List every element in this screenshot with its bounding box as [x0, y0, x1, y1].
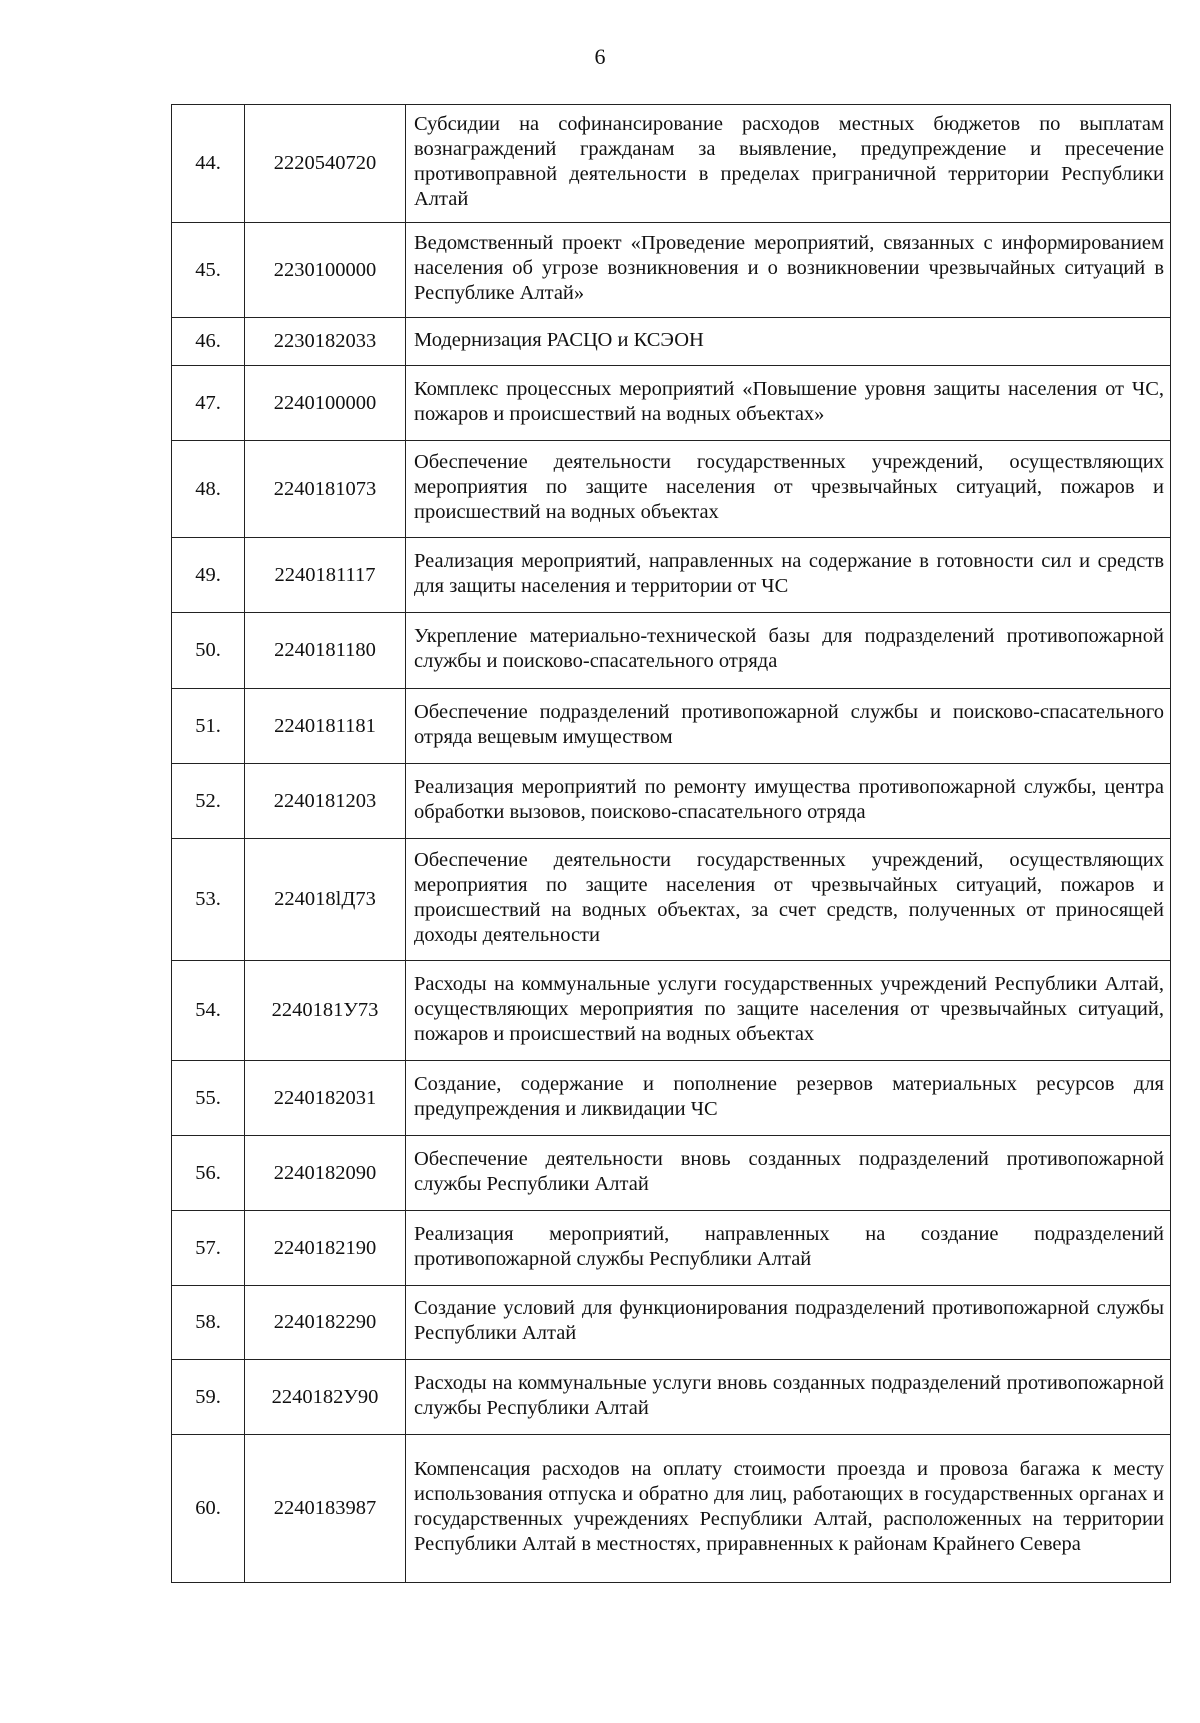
row-number: 45.: [172, 223, 245, 318]
row-description: Субсидии на софинансирование расходов местных бюджетов по выплатам вознаграждений гражданам за выявление, предупреждение и пресечение противоправной деятельности в пределах приграничной территории Республики Алтай: [406, 105, 1171, 223]
row-description: Ведомственный проект «Проведение мероприятий, связанных с информированием населения об угрозе возникновения и о возникновении чрезвычайных ситуаций в Республике Алтай»: [406, 223, 1171, 318]
row-number: 56.: [172, 1136, 245, 1211]
row-description: Создание условий для функционирования подразделений противопожарной службы Республики Алтай: [406, 1286, 1171, 1360]
row-number: 59.: [172, 1360, 245, 1435]
row-description: Обеспечение деятельности вновь созданных подразделений противопожарной службы Республики Алтай: [406, 1136, 1171, 1211]
row-number: 48.: [172, 441, 245, 538]
row-number: 60.: [172, 1435, 245, 1583]
row-description: Модернизация РАСЦО и КСЭОН: [406, 318, 1171, 366]
row-code: 2240181073: [245, 441, 406, 538]
row-number: 57.: [172, 1211, 245, 1286]
row-code: 2230100000: [245, 223, 406, 318]
row-description: Обеспечение деятельности государственных учреждений, осуществляющих мероприятия по защите населения от чрезвычайных ситуаций, пожаров и происшествий на водных объектах: [406, 441, 1171, 538]
table-row: [172, 366, 1171, 441]
row-description: Укрепление материально-технической базы для подразделений противопожарной службы и поисково-спасательного отряда: [406, 613, 1171, 689]
row-number: 49.: [172, 538, 245, 613]
table-row: [172, 1061, 1171, 1136]
table-row: [172, 1286, 1171, 1360]
row-code: 2240181203: [245, 764, 406, 839]
row-description: Реализация мероприятий по ремонту имущества противопожарной службы, центра обработки вызовов, поисково-спасательного отряда: [406, 764, 1171, 839]
row-number: 51.: [172, 689, 245, 764]
row-code: 2240100000: [245, 366, 406, 441]
table-row: [172, 441, 1171, 538]
row-code: 2240182190: [245, 1211, 406, 1286]
row-description: Обеспечение деятельности государственных учреждений, осуществляющих мероприятия по защите населения от чрезвычайных ситуаций, пожаров и происшествий на водных объектах, за счет средств, полученных от приносящей доходы деятельности: [406, 839, 1171, 961]
table-row: [172, 839, 1171, 961]
row-number: 53.: [172, 839, 245, 961]
table-row: [172, 223, 1171, 318]
row-description: Компенсация расходов на оплату стоимости проезда и провоза багажа к месту использования отпуска и обратно для лиц, работающих в государственных органах и государственных учреждениях Республики Алтай, расположенных на территории Республики Алтай в местностях, приравненных к районам Крайнего Севера: [406, 1435, 1171, 1583]
row-code: 224018lД73: [245, 839, 406, 961]
row-description: Реализация мероприятий, направленных на содержание в готовности сил и средств для защиты населения и территории от ЧС: [406, 538, 1171, 613]
row-code: 2240182290: [245, 1286, 406, 1360]
table-row: [172, 105, 1171, 223]
row-code: 2240181181: [245, 689, 406, 764]
row-code: 2240183987: [245, 1435, 406, 1583]
row-code: 2230182033: [245, 318, 406, 366]
row-code: 2240181117: [245, 538, 406, 613]
table-body: [172, 105, 1171, 1583]
table-row: [172, 1211, 1171, 1286]
row-number: 58.: [172, 1286, 245, 1360]
table-row: [172, 613, 1171, 689]
table-row: [172, 689, 1171, 764]
table-row: [172, 318, 1171, 366]
row-number: 47.: [172, 366, 245, 441]
table-row: [172, 538, 1171, 613]
table-row: [172, 1435, 1171, 1583]
row-code: 2220540720: [245, 105, 406, 223]
row-number: 46.: [172, 318, 245, 366]
row-number: 44.: [172, 105, 245, 223]
row-description: Обеспечение подразделений противопожарной службы и поисково-спасательного отряда вещевым имуществом: [406, 689, 1171, 764]
row-number: 55.: [172, 1061, 245, 1136]
page-number: 6: [594, 44, 606, 69]
row-number: 50.: [172, 613, 245, 689]
row-description: Комплекс процессных мероприятий «Повышение уровня защиты населения от ЧС, пожаров и происшествий на водных объектах»: [406, 366, 1171, 441]
row-code: 2240182031: [245, 1061, 406, 1136]
table-row: [172, 764, 1171, 839]
row-code: 2240181180: [245, 613, 406, 689]
row-code: 2240181У73: [245, 961, 406, 1061]
row-description: Расходы на коммунальные услуги государственных учреждений Республики Алтай, осуществляющих мероприятия по защите населения от чрезвычайных ситуаций, пожаров и происшествий на водных объектах: [406, 961, 1171, 1061]
table-row: [172, 1136, 1171, 1211]
row-description: Создание, содержание и пополнение резервов материальных ресурсов для предупреждения и ликвидации ЧС: [406, 1061, 1171, 1136]
table-row: [172, 1360, 1171, 1435]
row-code: 2240182У90: [245, 1360, 406, 1435]
table-row: [172, 961, 1171, 1061]
budget-codes-table: [171, 104, 1171, 1583]
row-number: 54.: [172, 961, 245, 1061]
row-description: Расходы на коммунальные услуги вновь созданных подразделений противопожарной службы Республики Алтай: [406, 1360, 1171, 1435]
row-code: 2240182090: [245, 1136, 406, 1211]
row-description: Реализация мероприятий, направленных на создание подразделений противопожарной службы Республики Алтай: [406, 1211, 1171, 1286]
row-number: 52.: [172, 764, 245, 839]
